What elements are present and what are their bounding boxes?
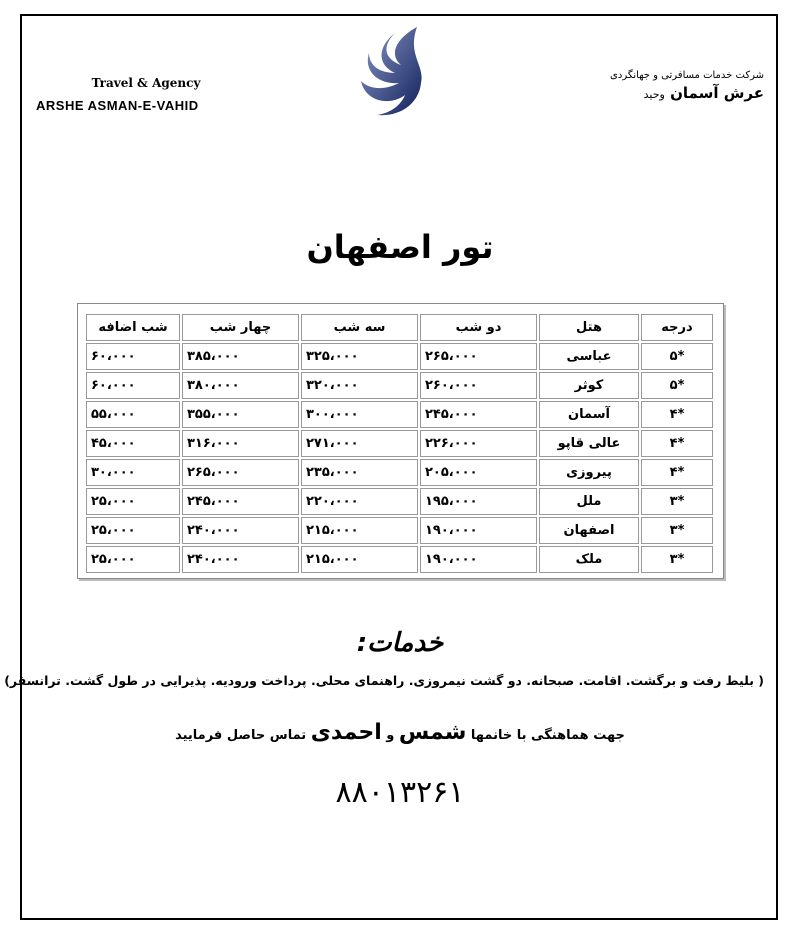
- header-four-nights: چهار شب: [182, 314, 299, 341]
- cell-four-nights: ۲۴۰،۰۰۰: [182, 517, 299, 544]
- header-two-nights: دو شب: [420, 314, 537, 341]
- cell-grade: *۴: [641, 401, 713, 428]
- cell-extra-night: ۳۰،۰۰۰: [86, 459, 180, 486]
- table-row: [86, 430, 713, 457]
- cell-grade: *۳: [641, 517, 713, 544]
- cell-two-nights: ۲۶۵،۰۰۰: [420, 343, 537, 370]
- cell-grade: *۴: [641, 459, 713, 486]
- cell-four-nights: ۲۴۰،۰۰۰: [182, 546, 299, 573]
- cell-two-nights: ۱۹۰،۰۰۰: [420, 517, 537, 544]
- contact-suffix: تماس حاصل فرمایید: [175, 728, 307, 743]
- bird-logo-icon: [355, 25, 435, 117]
- table-header-row: [86, 314, 713, 341]
- table-row: [86, 343, 713, 370]
- cell-extra-night: ۲۵،۰۰۰: [86, 546, 180, 573]
- logo-fa-name: عرش آسمان وحید: [643, 84, 764, 102]
- cell-extra-night: ۴۵،۰۰۰: [86, 430, 180, 457]
- cell-two-nights: ۲۲۶،۰۰۰: [420, 430, 537, 457]
- logo-fa-tagline: شرکت خدمات مسافرتی و جهانگردی: [610, 70, 764, 81]
- cell-three-nights: ۳۲۵،۰۰۰: [301, 343, 418, 370]
- cell-three-nights: ۲۱۵،۰۰۰: [301, 517, 418, 544]
- cell-hotel: پیروزی: [539, 459, 639, 486]
- cell-two-nights: ۲۶۰،۰۰۰: [420, 372, 537, 399]
- cell-extra-night: ۲۵،۰۰۰: [86, 517, 180, 544]
- cell-extra-night: ۲۵،۰۰۰: [86, 488, 180, 515]
- cell-three-nights: ۲۳۵،۰۰۰: [301, 459, 418, 486]
- contact-line: [0, 720, 800, 745]
- table-row: [86, 488, 713, 515]
- contact-prefix: جهت هماهنگی با خانمها: [470, 728, 625, 743]
- contact-and: و: [386, 728, 395, 743]
- cell-hotel: کوثر: [539, 372, 639, 399]
- cell-hotel: عالی قاپو: [539, 430, 639, 457]
- header-hotel: هتل: [539, 314, 639, 341]
- cell-hotel: آسمان: [539, 401, 639, 428]
- cell-hotel: ملک: [539, 546, 639, 573]
- cell-three-nights: ۳۰۰،۰۰۰: [301, 401, 418, 428]
- logo-persian: [546, 70, 764, 102]
- cell-two-nights: ۱۹۰،۰۰۰: [420, 546, 537, 573]
- services-title: خدمات:: [356, 628, 444, 658]
- cell-four-nights: ۳۱۶،۰۰۰: [182, 430, 299, 457]
- logo-english: [36, 76, 256, 113]
- cell-grade: *۵: [641, 343, 713, 370]
- cell-hotel: اصفهان: [539, 517, 639, 544]
- cell-four-nights: ۲۴۵،۰۰۰: [182, 488, 299, 515]
- logo-en-name: ARSHE ASMAN-E-VAHID: [36, 98, 199, 113]
- cell-three-nights: ۳۲۰،۰۰۰: [301, 372, 418, 399]
- contact-name-shams: شمس: [398, 720, 467, 745]
- cell-two-nights: ۲۰۵،۰۰۰: [420, 459, 537, 486]
- cell-hotel: ملل: [539, 488, 639, 515]
- header-three-nights: سه شب: [301, 314, 418, 341]
- table-row: [86, 401, 713, 428]
- table-row: [86, 517, 713, 544]
- cell-extra-night: ۶۰،۰۰۰: [86, 343, 180, 370]
- cell-grade: *۴: [641, 430, 713, 457]
- services-text: ( بلیط رفت و برگشت. اقامت. صبحانه. دو گشت نیمروزی. راهنمای محلی. پرداخت ورودیه. پذیرایی در طول گشت. ترانسفر): [4, 673, 764, 688]
- cell-four-nights: ۲۶۵،۰۰۰: [182, 459, 299, 486]
- cell-grade: *۳: [641, 488, 713, 515]
- cell-four-nights: ۳۸۰،۰۰۰: [182, 372, 299, 399]
- price-table: [84, 312, 715, 575]
- cell-four-nights: ۳۸۵،۰۰۰: [182, 343, 299, 370]
- table-row: [86, 546, 713, 573]
- cell-three-nights: ۲۱۵،۰۰۰: [301, 546, 418, 573]
- header-extra-night: شب اضافه: [86, 314, 180, 341]
- logo-en-tagline: Travel & Agency: [91, 76, 201, 90]
- phone-number: ۸۸۰۱۳۲۶۱: [335, 775, 465, 810]
- cell-extra-night: ۶۰،۰۰۰: [86, 372, 180, 399]
- cell-extra-night: ۵۵،۰۰۰: [86, 401, 180, 428]
- cell-three-nights: ۲۲۰،۰۰۰: [301, 488, 418, 515]
- cell-four-nights: ۳۵۵،۰۰۰: [182, 401, 299, 428]
- table-row: [86, 459, 713, 486]
- page-title: تور اصفهان: [306, 228, 494, 266]
- cell-three-nights: ۲۷۱،۰۰۰: [301, 430, 418, 457]
- contact-name-ahmadi: احمدی: [310, 720, 382, 745]
- cell-grade: *۵: [641, 372, 713, 399]
- cell-two-nights: ۱۹۵،۰۰۰: [420, 488, 537, 515]
- cell-grade: *۳: [641, 546, 713, 573]
- cell-two-nights: ۲۴۵،۰۰۰: [420, 401, 537, 428]
- price-table-container: [77, 303, 724, 579]
- header-grade: درجه: [641, 314, 713, 341]
- table-row: [86, 372, 713, 399]
- cell-hotel: عباسی: [539, 343, 639, 370]
